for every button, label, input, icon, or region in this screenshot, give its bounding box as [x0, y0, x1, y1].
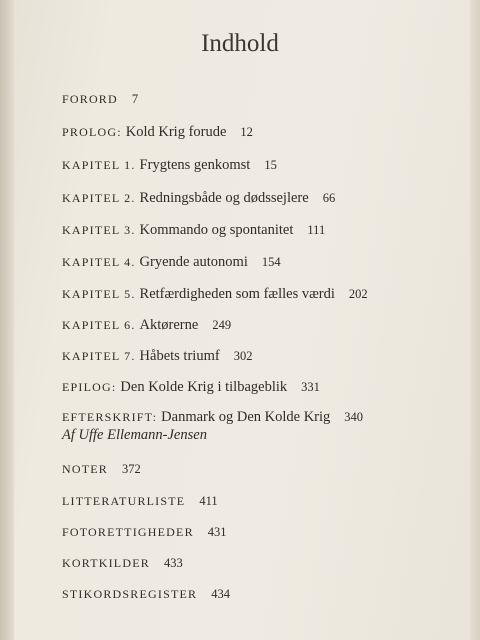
toc-entry-efterskrift: [62, 408, 363, 426]
toc-entry-chapter-1: [62, 156, 277, 174]
toc-page-number: 154: [261, 255, 281, 269]
page-title: Indhold: [201, 30, 279, 57]
toc-label: PROLOG:: [62, 125, 122, 139]
toc-page-number: 302: [233, 349, 253, 363]
toc-label: KAPITEL 6.: [62, 318, 136, 332]
toc-entry-chapter-3: [62, 221, 325, 239]
toc-entry-epilog: [62, 378, 320, 396]
toc-title: Retfærdigheden som fælles værdi: [139, 286, 335, 302]
toc-title: Aktørerne: [139, 317, 199, 333]
toc-entry-litteraturliste: [62, 492, 218, 510]
toc-page-number: 411: [199, 494, 218, 508]
toc-title: Danmark og Den Kolde Krig: [161, 409, 331, 425]
toc-entry-noter: [62, 460, 141, 478]
toc-entry-forord: [62, 90, 138, 108]
toc-entry-prolog: [62, 123, 253, 141]
toc-entry-chapter-5: [62, 285, 368, 303]
toc-label: KAPITEL 2.: [62, 191, 136, 205]
toc-label: NOTER: [62, 462, 108, 476]
toc-title: Kold Krig forude: [125, 124, 227, 140]
toc-label: EPILOG:: [62, 380, 117, 394]
toc-label: KAPITEL 1.: [62, 158, 136, 172]
toc-entry-chapter-2: [62, 189, 335, 207]
toc-page-number: 340: [344, 410, 364, 424]
toc-label: KAPITEL 5.: [62, 287, 136, 301]
toc-title: Gryende autonomi: [139, 254, 248, 270]
toc-page-number: 111: [307, 223, 326, 237]
toc-page-number: 12: [240, 125, 253, 139]
toc-entry-fotorettigheder: [62, 523, 227, 541]
book-gutter: [0, 0, 14, 640]
toc-title: Håbets triumf: [139, 348, 220, 364]
toc-label: KAPITEL 3.: [62, 223, 136, 237]
toc-title: Frygtens genkomst: [139, 157, 251, 173]
toc-page-number: 433: [163, 556, 183, 570]
toc-entry-stikordsregister: [62, 585, 230, 603]
toc-page-number: 331: [301, 380, 320, 394]
toc-page-number: 372: [122, 462, 141, 476]
toc-page-number: 434: [211, 587, 230, 601]
toc-page-number: 431: [207, 525, 227, 539]
toc-title: Kommando og spontanitet: [139, 222, 294, 238]
toc-entry-kortkilder: [62, 554, 183, 572]
toc-label: KAPITEL 4.: [62, 255, 136, 269]
toc-entry-chapter-7: [62, 347, 252, 365]
toc-author-line: Af Uffe Ellemann-Jensen: [62, 427, 207, 443]
toc-label: LITTERATURLISTE: [62, 494, 186, 508]
toc-label: KAPITEL 7.: [62, 349, 136, 363]
toc-label: STIKORDSREGISTER: [62, 587, 198, 601]
toc-page-number: 249: [212, 318, 232, 332]
toc-label: FORORD: [62, 92, 118, 106]
toc-label: KORTKILDER: [62, 556, 150, 570]
toc-label: EFTERSKRIFT:: [62, 410, 158, 424]
toc-page-number: 15: [264, 158, 277, 172]
toc-entry-chapter-4: [62, 253, 281, 271]
page-edge: [470, 0, 480, 640]
toc-page-number: 202: [348, 287, 368, 301]
toc-page-number: 66: [322, 191, 336, 205]
toc-title: Redningsbåde og dødssejlere: [139, 190, 309, 206]
toc-entry-chapter-6: [62, 316, 231, 334]
toc-page-number: 7: [131, 92, 139, 106]
toc-title: Den Kolde Krig i tilbageblik: [120, 379, 288, 395]
toc-label: FOTORETTIGHEDER: [62, 525, 194, 539]
